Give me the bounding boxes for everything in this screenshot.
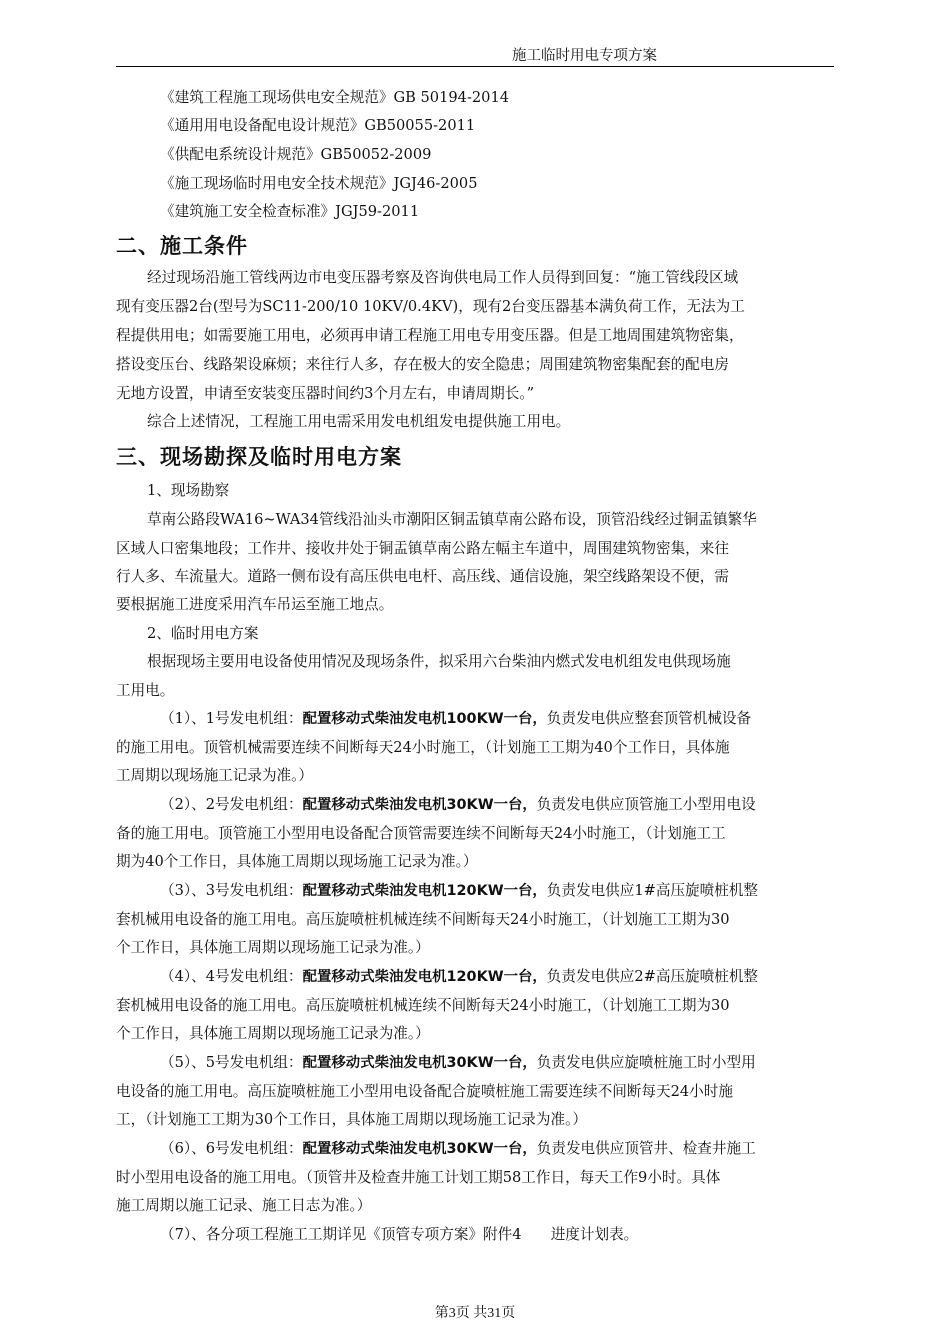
schedule-reference-item: （7）、各分项工程施工工期详见《顶管专项方案》附件4 进度计划表。	[160, 1226, 639, 1243]
paragraph-line: 套机械用电设备的施工用电。高压旋喷桩机械连续不间断每天24小时施工，（计划施工工期为30	[116, 911, 730, 928]
paragraph-line: 工，（计划施工工期为30个工作日，具体施工周期以现场施工记录为准。）	[116, 1111, 587, 1128]
generator-item-3	[160, 881, 758, 901]
paragraph-line: 程提供用电；如需要施工用电，必须再申请工程施工用电专用变压器。但是工地周围建筑物密集，	[116, 327, 744, 344]
reference-item: 《建筑工程施工现场供电安全规范》GB 50194-2014	[160, 89, 510, 106]
paragraph-line: 时小型用电设备的施工用电。（顶管井及检查井施工计划工期58工作日，每天工作9小时。具体	[116, 1169, 721, 1186]
item-lead: （2）、2号发电机组：	[160, 796, 303, 813]
paragraph-line: 现有变压器2台(型号为SC11-200/10 10KV/0.4KV)，现有2台变压器基本满负荷工作，无法为工	[116, 298, 745, 315]
item-lead: （4）、4号发电机组：	[160, 968, 303, 985]
item-bold: 配置移动式柴油发电机30KW一台，	[302, 1141, 537, 1157]
reference-item: 《建筑施工安全检查标准》JGJ59-2011	[160, 203, 420, 220]
paragraph-line: 区域人口密集地段；工作井、接收井处于铜盂镇草南公路左幅主车道中，周围建筑物密集，来往	[116, 540, 729, 557]
paragraph-line: 经过现场沿施工管线两边市电变压器考察及咨询供电局工作人员得到回复：“施工管线段区域	[147, 269, 739, 286]
paragraph-line: 搭设变压台、线路架设麻烦；来往行人多，存在极大的安全隐患；周围建筑物密集配套的配电房	[116, 356, 729, 373]
paragraph-line: 根据现场主要用电设备使用情况及现场条件，拟采用六台柴油内燃式发电机组发电供现场施	[147, 653, 731, 670]
section-heading-survey-plan: 三、现场勘探及临时用电方案	[116, 445, 402, 469]
paragraph-line: 施工周期以施工记录、施工日志为准。）	[116, 1197, 372, 1214]
paragraph-line: 草南公路段WA16~WA34管线沿汕头市潮阳区铜盂镇草南公路布设，顶管沿线经过铜盂镇繁华	[147, 511, 757, 528]
generator-item-2	[160, 795, 756, 815]
paragraph-line: 个工作日，具体施工周期以现场施工记录为准。）	[116, 1025, 430, 1042]
paragraph-line: 要根据施工进度采用汽车吊运至施工地点。	[116, 596, 394, 613]
subheading-plan: 2、临时用电方案	[147, 625, 259, 642]
item-bold: 配置移动式柴油发电机120KW一台，	[302, 969, 547, 985]
item-rest: 负责发电供应旋喷桩施工时小型用	[536, 1054, 756, 1071]
item-rest: 负责发电供应顶管井、检查井施工	[536, 1140, 756, 1157]
item-bold: 配置移动式柴油发电机100KW一台，	[302, 711, 547, 727]
reference-item: 《施工现场临时用电安全技术规范》JGJ46-2005	[160, 175, 478, 192]
generator-item-6	[160, 1139, 756, 1159]
item-lead: （5）、5号发电机组：	[160, 1054, 303, 1071]
section-heading-conditions: 二、施工条件	[116, 234, 248, 258]
paragraph-line: 电设备的施工用电。高压旋喷桩施工小型用电设备配合旋喷桩施工需要连续不间断每天24小时施	[116, 1083, 733, 1100]
item-lead: （3）、3号发电机组：	[160, 882, 303, 899]
item-bold: 配置移动式柴油发电机30KW一台，	[302, 1055, 537, 1071]
item-rest: 负责发电供应2#高压旋喷桩机整	[546, 968, 759, 985]
page-number: 第3页 共31页	[434, 1306, 516, 1321]
item-rest: 负责发电供应顶管施工小型用电设	[536, 796, 756, 813]
item-rest: 负责发电供应整套顶管机械设备	[546, 710, 752, 727]
generator-item-5	[160, 1053, 756, 1073]
subheading-survey: 1、现场勘察	[147, 482, 230, 499]
paragraph-line: 的施工用电。顶管机械需要连续不间断每天24小时施工，（计划施工工期为40个工作日，具体施	[116, 739, 730, 756]
paragraph-line: 备的施工用电。顶管施工小型用电设备配合顶管需要连续不间断每天24小时施工，（计划施工工	[116, 825, 726, 842]
header-title: 施工临时用电专项方案	[512, 48, 657, 64]
reference-item: 《通用用电设备配电设计规范》GB50055-2011	[160, 117, 476, 134]
reference-item: 《供配电系统设计规范》GB50052-2009	[160, 146, 432, 163]
generator-item-4	[160, 967, 758, 987]
item-bold: 配置移动式柴油发电机30KW一台，	[302, 797, 537, 813]
paragraph-line: 个工作日，具体施工周期以现场施工记录为准。）	[116, 939, 430, 956]
header-rule	[116, 66, 834, 67]
item-bold: 配置移动式柴油发电机120KW一台，	[302, 883, 547, 899]
item-lead: （1）、1号发电机组：	[160, 710, 303, 727]
paragraph-line: 套机械用电设备的施工用电。高压旋喷桩机械连续不间断每天24小时施工，（计划施工工期为30	[116, 997, 730, 1014]
paragraph-line: 工用电。	[116, 682, 175, 699]
paragraph-line: 工周期以现场施工记录为准。）	[116, 767, 314, 784]
paragraph-line: 期为40个工作日，具体施工周期以现场施工记录为准。）	[116, 853, 478, 870]
generator-item-1	[160, 709, 751, 729]
item-rest: 负责发电供应1#高压旋喷桩机整	[546, 882, 759, 899]
item-lead: （6）、6号发电机组：	[160, 1140, 303, 1157]
paragraph-line: 综合上述情况，工程施工用电需采用发电机组发电提供施工用电。	[147, 413, 571, 430]
paragraph-line: 无地方设置，申请至安装变压器时间约3个月左右，申请周期长。”	[116, 385, 535, 402]
paragraph-line: 行人多、车流量大。道路一侧布设有高压供电电杆、高压线、通信设施，架空线路架设不便，需	[116, 568, 729, 585]
